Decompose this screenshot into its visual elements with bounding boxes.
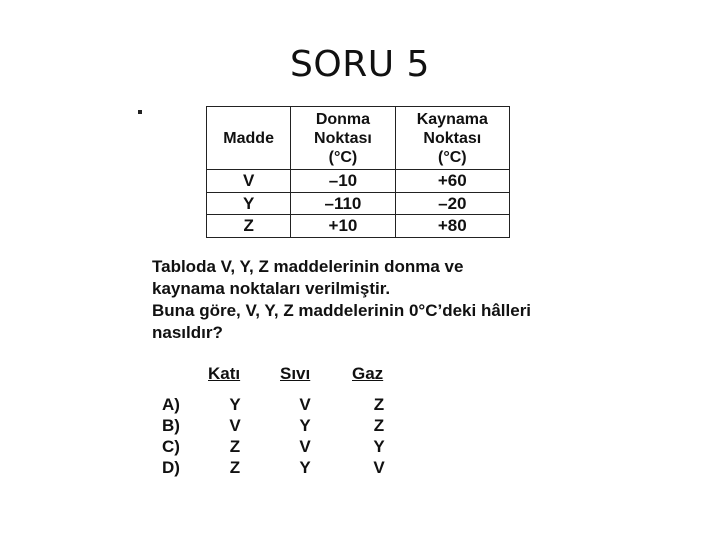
option-label: C): [162, 437, 180, 456]
question-text: [152, 256, 632, 344]
slide-title: SORU 5: [290, 44, 430, 85]
header-donma-line3: (°C): [328, 148, 358, 166]
bullet-dot: [138, 110, 142, 114]
option-header-sivi: Sıvı: [280, 364, 311, 383]
header-donma: [291, 107, 395, 170]
cell-kaynama: +60: [395, 170, 509, 193]
option-label: B): [162, 416, 180, 435]
option-header-gaz: Gaz: [352, 364, 384, 383]
header-madde: Madde: [207, 107, 291, 170]
option-kati: Z: [229, 458, 241, 477]
cell-donma: –10: [291, 170, 395, 193]
option-gaz: V: [373, 458, 385, 477]
header-donma-line1: Donma: [315, 110, 371, 128]
option-kati: V: [229, 416, 241, 435]
header-kaynama-line3: (°C): [438, 148, 467, 166]
question-line: Tabloda V, Y, Z maddelerinin donma ve: [152, 257, 464, 276]
cell-donma: +10: [291, 215, 395, 238]
table-row: [207, 192, 510, 215]
option-gaz: Y: [373, 437, 385, 456]
option-label: A): [162, 395, 180, 414]
option-header-kati: Katı: [208, 364, 241, 383]
question-line: kaynama noktaları verilmiştir.: [152, 279, 391, 298]
cell-donma: –110: [291, 192, 395, 215]
melting-boiling-table: [206, 106, 510, 238]
option-sivi: Y: [299, 416, 311, 435]
header-kaynama-line1: Kaynama: [416, 110, 488, 128]
header-kaynama: [395, 107, 509, 170]
option-kati: Z: [229, 437, 241, 456]
table-row: [207, 215, 510, 238]
header-kaynama-line2: Noktası: [423, 129, 482, 147]
option-gaz: Z: [373, 416, 385, 435]
cell-kaynama: –20: [395, 192, 509, 215]
question-line: Buna göre, V, Y, Z maddelerinin 0°C’deki hâlleri: [152, 301, 532, 320]
option-gaz: Z: [373, 395, 385, 414]
table-header-row: [207, 107, 510, 170]
option-label: D): [162, 458, 180, 477]
option-sivi: V: [299, 395, 311, 414]
option-sivi: Y: [299, 458, 311, 477]
cell-madde: Z: [207, 215, 291, 238]
question-line: nasıldır?: [152, 323, 223, 342]
option-sivi: V: [299, 437, 311, 456]
option-kati: Y: [229, 395, 241, 414]
table-row: [207, 170, 510, 193]
cell-madde: Y: [207, 192, 291, 215]
cell-kaynama: +80: [395, 215, 509, 238]
cell-madde: V: [207, 170, 291, 193]
header-donma-line2: Noktası: [314, 129, 372, 147]
